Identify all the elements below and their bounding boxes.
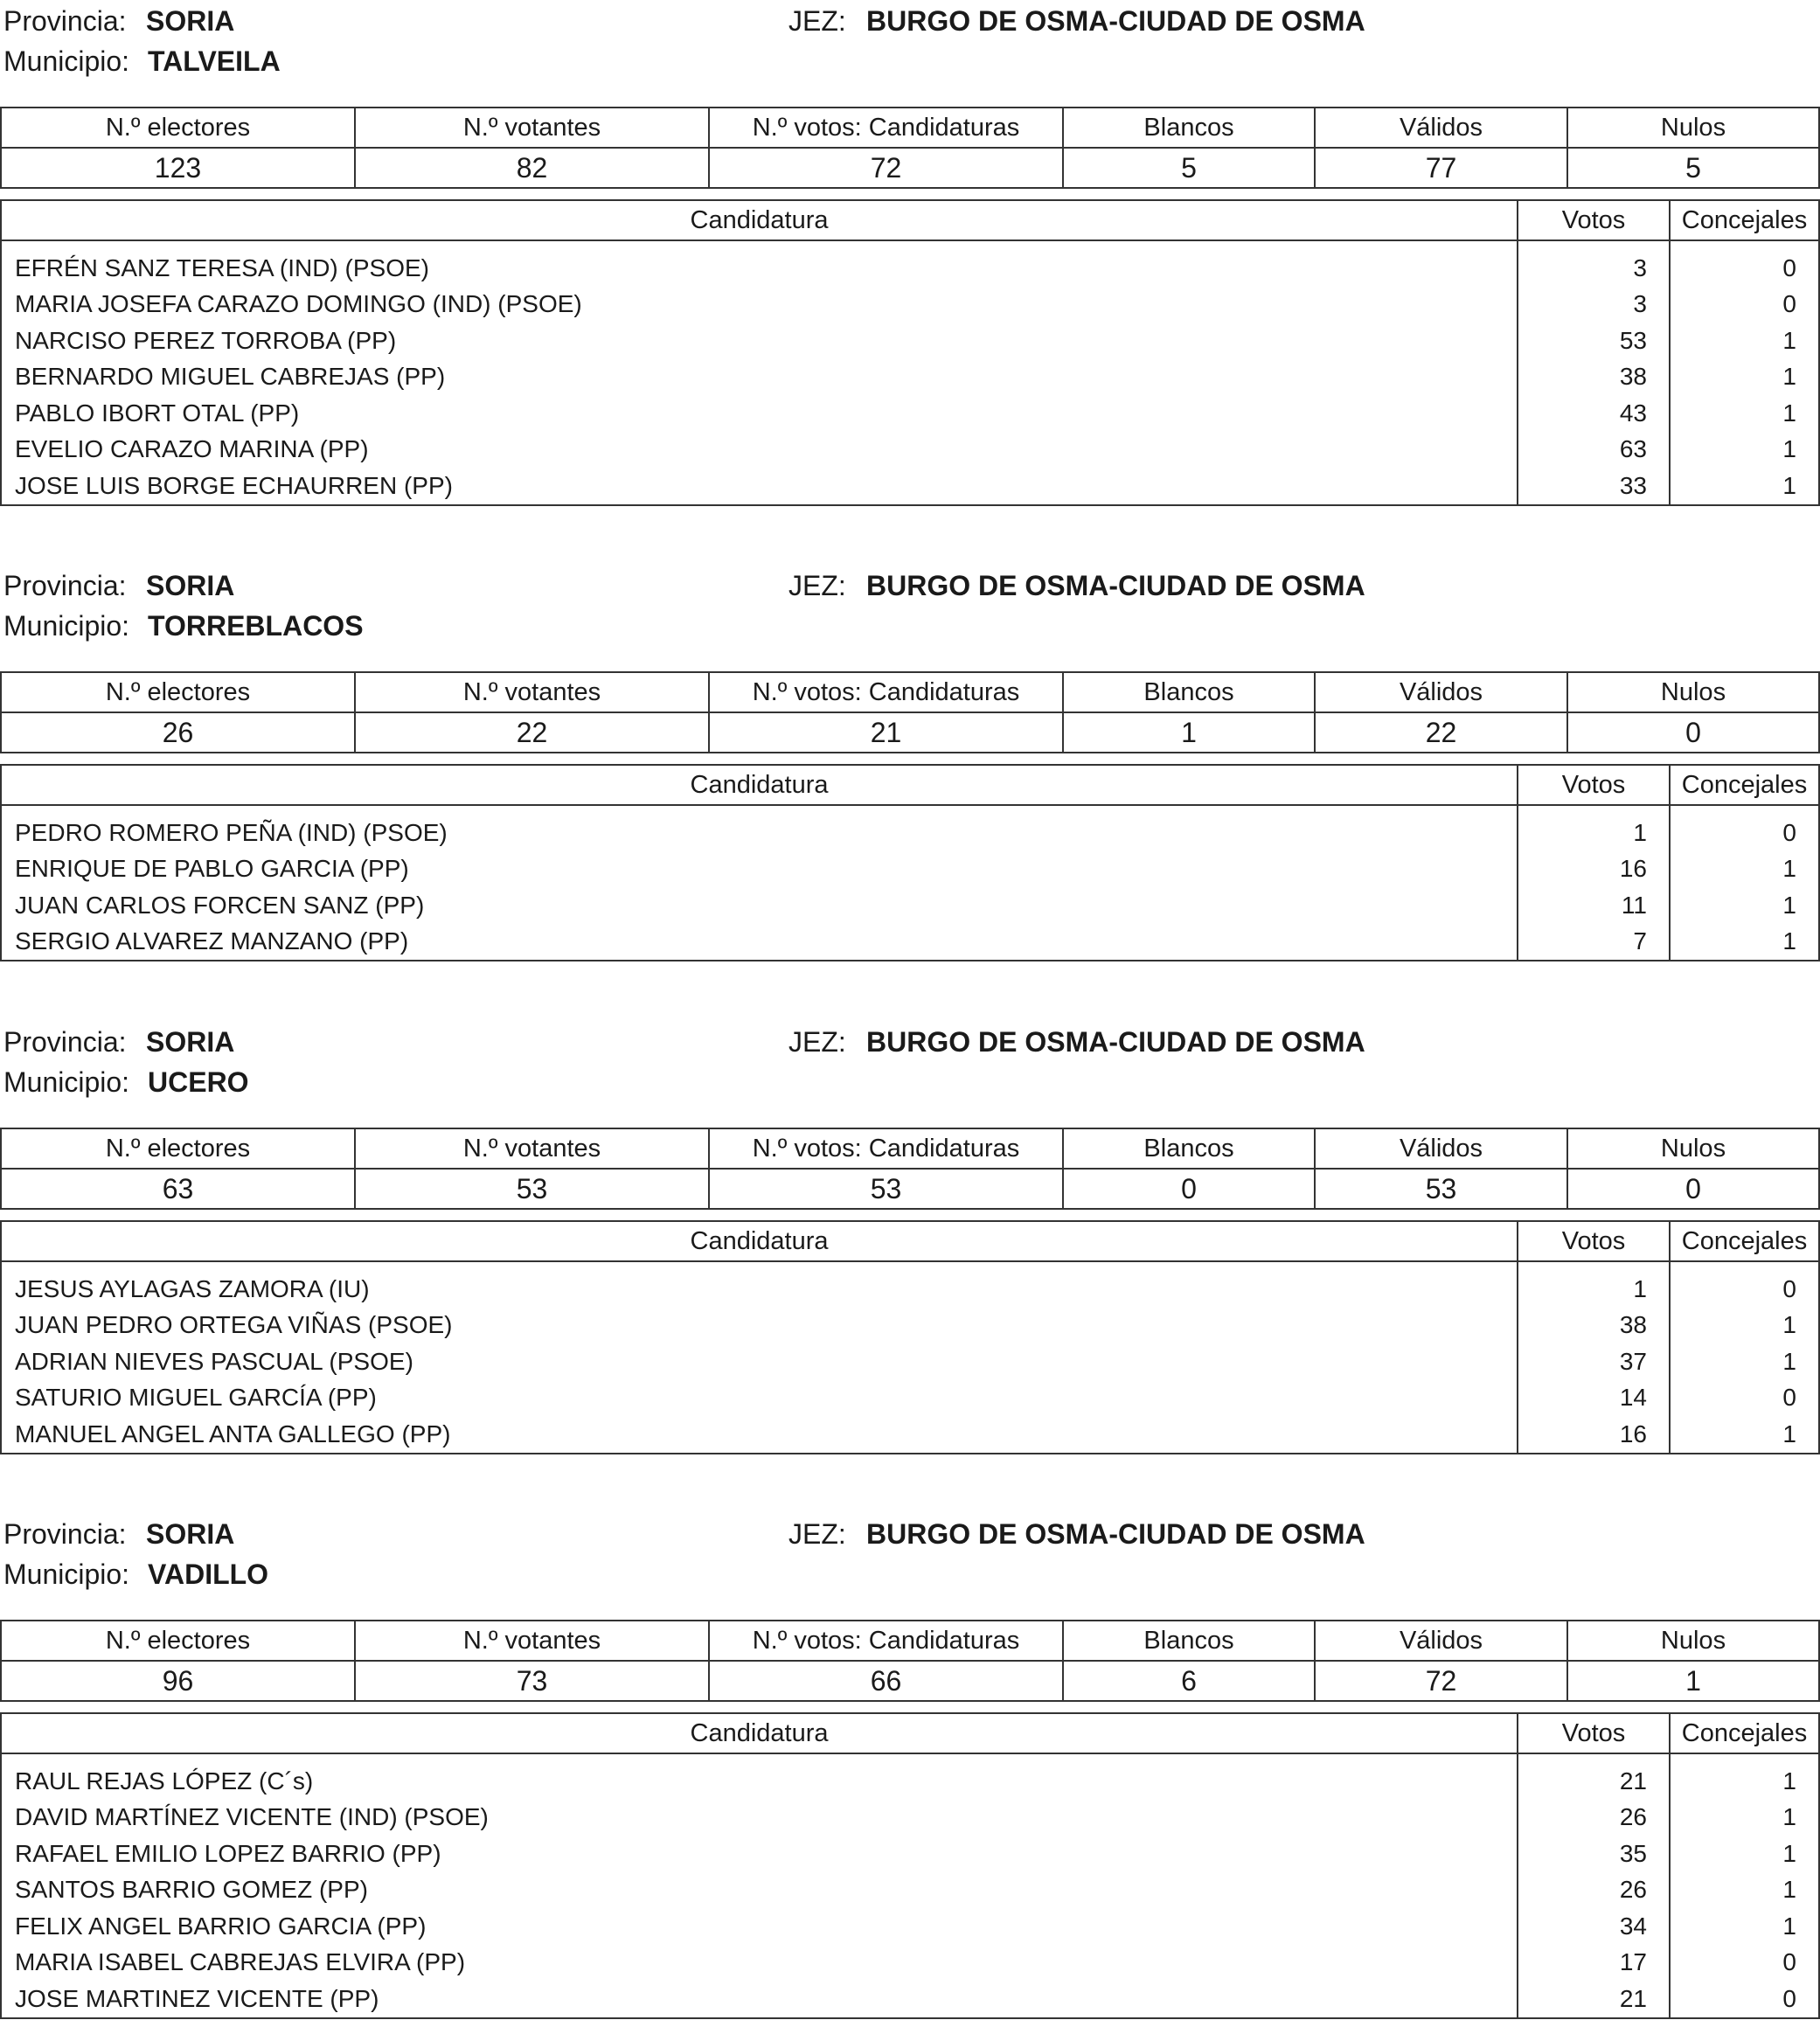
candidates-table — [0, 199, 1820, 506]
candidate-row — [1, 924, 1819, 961]
municipio-section-ucero — [0, 1021, 1820, 1447]
candidate-concejales: 1 — [1670, 1836, 1819, 1872]
summary-table — [0, 1620, 1820, 1702]
municipio-value: TORREBLACOS — [148, 610, 364, 642]
concejales-header: Concejales — [1670, 1713, 1819, 1753]
concejales-header: Concejales — [1670, 765, 1819, 805]
municipio-value: TALVEILA — [148, 45, 281, 77]
candidate-row — [1, 1872, 1819, 1909]
summary-header-cell: Nulos — [1567, 108, 1819, 148]
provincia-value: SORIA — [146, 5, 235, 37]
candidate-votos: 1 — [1518, 1261, 1670, 1308]
summary-value-cell: 96 — [1, 1661, 355, 1701]
summary-header-cell: N.º votos: Candidaturas — [709, 1621, 1063, 1661]
candidate-name: JUAN PEDRO ORTEGA VIÑAS (PSOE) — [1, 1308, 1518, 1344]
candidate-concejales: 0 — [1670, 1380, 1819, 1417]
candidate-concejales: 0 — [1670, 1945, 1819, 1982]
candidate-concejales: 0 — [1670, 1981, 1819, 2018]
candidates-table — [0, 764, 1820, 961]
candidate-row — [1, 1753, 1819, 1800]
summary-value-cell: 26 — [1, 712, 355, 753]
summary-value-cell: 1 — [1063, 712, 1315, 753]
summary-header-row — [1, 1128, 1819, 1169]
summary-value-cell: 53 — [1315, 1169, 1567, 1209]
candidate-row — [1, 240, 1819, 287]
summary-header-cell: Válidos — [1315, 1128, 1567, 1169]
municipio-label: Municipio: — [3, 45, 130, 77]
candidate-votos: 16 — [1518, 1416, 1670, 1454]
candidate-concejales: 1 — [1670, 323, 1819, 359]
summary-header-cell: Blancos — [1063, 1621, 1315, 1661]
section-header — [0, 1513, 1820, 1620]
candidate-name: SERGIO ALVAREZ MANZANO (PP) — [1, 924, 1518, 961]
summary-value-cell: 1 — [1567, 1661, 1819, 1701]
summary-value-cell: 21 — [709, 712, 1063, 753]
concejales-header: Concejales — [1670, 200, 1819, 240]
summary-header-cell: Válidos — [1315, 1621, 1567, 1661]
provincia-label: Provincia: — [3, 570, 127, 601]
summary-header-cell: N.º electores — [1, 1621, 355, 1661]
provincia-value: SORIA — [146, 1026, 235, 1058]
candidate-votos: 3 — [1518, 287, 1670, 323]
summary-header-cell: N.º votantes — [355, 1621, 709, 1661]
votos-header: Votos — [1518, 1713, 1670, 1753]
summary-value-cell: 82 — [355, 148, 709, 188]
candidate-concejales: 1 — [1670, 924, 1819, 961]
jez-label: JEZ: — [788, 1518, 846, 1550]
candidate-row — [1, 1343, 1819, 1380]
candidate-votos: 17 — [1518, 1945, 1670, 1982]
candidate-votos: 7 — [1518, 924, 1670, 961]
summary-header-cell: N.º votos: Candidaturas — [709, 108, 1063, 148]
candidate-name: MARIA JOSEFA CARAZO DOMINGO (IND) (PSOE) — [1, 287, 1518, 323]
votos-header: Votos — [1518, 765, 1670, 805]
candidate-name: EFRÉN SANZ TERESA (IND) (PSOE) — [1, 240, 1518, 287]
provincia-value: SORIA — [146, 1518, 235, 1550]
summary-header-cell: N.º electores — [1, 672, 355, 712]
concejales-header: Concejales — [1670, 1221, 1819, 1261]
candidate-votos: 21 — [1518, 1753, 1670, 1800]
candidate-concejales: 1 — [1670, 1908, 1819, 1945]
municipio-section-vadillo — [0, 1513, 1820, 2012]
summary-header-cell: Blancos — [1063, 108, 1315, 148]
candidate-name: JESUS AYLAGAS ZAMORA (IU) — [1, 1261, 1518, 1308]
summary-value-cell: 66 — [709, 1661, 1063, 1701]
provincia-label: Provincia: — [3, 1518, 127, 1550]
candidate-votos: 21 — [1518, 1981, 1670, 2018]
summary-header-row — [1, 672, 1819, 712]
summary-value-cell: 5 — [1567, 148, 1819, 188]
candidate-row — [1, 359, 1819, 396]
candidate-name: SATURIO MIGUEL GARCÍA (PP) — [1, 1380, 1518, 1417]
summary-value-cell: 123 — [1, 148, 355, 188]
municipio-label: Municipio: — [3, 610, 130, 642]
candidate-concejales: 1 — [1670, 432, 1819, 469]
candidate-votos: 14 — [1518, 1380, 1670, 1417]
candidate-name: PEDRO ROMERO PEÑA (IND) (PSOE) — [1, 805, 1518, 851]
summary-header-cell: Nulos — [1567, 1128, 1819, 1169]
candidate-name: JOSE MARTINEZ VICENTE (PP) — [1, 1981, 1518, 2018]
summary-value-row — [1, 1661, 1819, 1701]
candidate-concejales: 0 — [1670, 240, 1819, 287]
candidate-votos: 11 — [1518, 887, 1670, 924]
section-header — [0, 1021, 1820, 1128]
candidate-row — [1, 887, 1819, 924]
candidate-row — [1, 1416, 1819, 1454]
summary-value-cell: 6 — [1063, 1661, 1315, 1701]
summary-header-cell: Nulos — [1567, 672, 1819, 712]
candidate-name: PABLO IBORT OTAL (PP) — [1, 395, 1518, 432]
summary-header-cell: Blancos — [1063, 672, 1315, 712]
candidate-concejales: 1 — [1670, 1753, 1819, 1800]
municipio-section-talveila — [0, 0, 1820, 499]
candidates-header-row — [1, 1713, 1819, 1753]
candidates-header-row — [1, 765, 1819, 805]
candidate-name: SANTOS BARRIO GOMEZ (PP) — [1, 1872, 1518, 1909]
summary-header-cell: N.º electores — [1, 1128, 355, 1169]
candidate-concejales: 1 — [1670, 1343, 1819, 1380]
jez-value: BURGO DE OSMA-CIUDAD DE OSMA — [866, 1518, 1365, 1550]
candidate-row — [1, 1836, 1819, 1872]
candidate-name: JOSE LUIS BORGE ECHAURREN (PP) — [1, 468, 1518, 505]
candidate-votos: 33 — [1518, 468, 1670, 505]
candidate-votos: 26 — [1518, 1872, 1670, 1909]
summary-header-cell: N.º votos: Candidaturas — [709, 672, 1063, 712]
candidate-name: RAFAEL EMILIO LOPEZ BARRIO (PP) — [1, 1836, 1518, 1872]
jez-value: BURGO DE OSMA-CIUDAD DE OSMA — [866, 1026, 1365, 1058]
candidate-row — [1, 805, 1819, 851]
summary-value-cell: 22 — [355, 712, 709, 753]
provincia-value: SORIA — [146, 570, 235, 601]
candidate-votos: 34 — [1518, 1908, 1670, 1945]
candidate-concejales: 1 — [1670, 395, 1819, 432]
candidate-name: EVELIO CARAZO MARINA (PP) — [1, 432, 1518, 469]
summary-value-row — [1, 1169, 1819, 1209]
candidate-name: MARIA ISABEL CABREJAS ELVIRA (PP) — [1, 1945, 1518, 1982]
candidates-table — [0, 1220, 1820, 1454]
summary-value-cell: 77 — [1315, 148, 1567, 188]
summary-header-cell: N.º votantes — [355, 108, 709, 148]
section-header — [0, 565, 1820, 671]
municipio-section-torreblacos — [0, 565, 1820, 955]
municipio-value: UCERO — [148, 1066, 249, 1098]
candidate-votos: 1 — [1518, 805, 1670, 851]
candidate-row — [1, 395, 1819, 432]
candidate-votos: 16 — [1518, 851, 1670, 888]
summary-value-cell: 73 — [355, 1661, 709, 1701]
summary-header-cell: Nulos — [1567, 1621, 1819, 1661]
candidate-concejales: 0 — [1670, 805, 1819, 851]
candidate-row — [1, 432, 1819, 469]
candidate-name: FELIX ANGEL BARRIO GARCIA (PP) — [1, 1908, 1518, 1945]
candidate-votos: 38 — [1518, 1308, 1670, 1344]
candidates-table — [0, 1712, 1820, 2019]
municipio-value: VADILLO — [148, 1558, 269, 1590]
candidate-votos: 63 — [1518, 432, 1670, 469]
jez-label: JEZ: — [788, 1026, 846, 1058]
candidate-concejales: 0 — [1670, 1261, 1819, 1308]
candidate-name: DAVID MARTÍNEZ VICENTE (IND) (PSOE) — [1, 1800, 1518, 1836]
candidate-concejales: 1 — [1670, 1308, 1819, 1344]
summary-value-cell: 53 — [709, 1169, 1063, 1209]
jez-value: BURGO DE OSMA-CIUDAD DE OSMA — [866, 570, 1365, 601]
candidate-row — [1, 1261, 1819, 1308]
candidatura-header: Candidatura — [1, 765, 1518, 805]
candidate-row — [1, 851, 1819, 888]
candidate-name: NARCISO PEREZ TORROBA (PP) — [1, 323, 1518, 359]
candidate-votos: 38 — [1518, 359, 1670, 396]
candidate-row — [1, 1981, 1819, 2018]
candidate-row — [1, 1800, 1819, 1836]
summary-header-row — [1, 1621, 1819, 1661]
summary-value-cell: 0 — [1063, 1169, 1315, 1209]
summary-value-cell: 0 — [1567, 712, 1819, 753]
summary-header-cell: N.º votantes — [355, 1128, 709, 1169]
candidate-votos: 37 — [1518, 1343, 1670, 1380]
candidates-header-row — [1, 1221, 1819, 1261]
municipio-label: Municipio: — [3, 1558, 130, 1590]
candidate-name: JUAN CARLOS FORCEN SANZ (PP) — [1, 887, 1518, 924]
jez-label: JEZ: — [788, 5, 846, 37]
municipio-label: Municipio: — [3, 1066, 130, 1098]
candidate-votos: 35 — [1518, 1836, 1670, 1872]
candidate-row — [1, 1308, 1819, 1344]
candidate-votos: 53 — [1518, 323, 1670, 359]
summary-header-cell: N.º votantes — [355, 672, 709, 712]
summary-value-row — [1, 148, 1819, 188]
provincia-label: Provincia: — [3, 5, 127, 37]
candidatura-header: Candidatura — [1, 1713, 1518, 1753]
summary-header-cell: N.º votos: Candidaturas — [709, 1128, 1063, 1169]
candidate-concejales: 1 — [1670, 1872, 1819, 1909]
summary-value-cell: 53 — [355, 1169, 709, 1209]
summary-header-cell: Válidos — [1315, 108, 1567, 148]
candidate-concejales: 1 — [1670, 887, 1819, 924]
candidate-concejales: 1 — [1670, 1416, 1819, 1454]
candidate-row — [1, 1380, 1819, 1417]
candidate-name: MANUEL ANGEL ANTA GALLEGO (PP) — [1, 1416, 1518, 1454]
candidate-concejales: 1 — [1670, 468, 1819, 505]
votos-header: Votos — [1518, 1221, 1670, 1261]
summary-table — [0, 671, 1820, 753]
jez-value: BURGO DE OSMA-CIUDAD DE OSMA — [866, 5, 1365, 37]
candidate-concejales: 1 — [1670, 851, 1819, 888]
jez-label: JEZ: — [788, 570, 846, 601]
candidate-votos: 43 — [1518, 395, 1670, 432]
candidate-row — [1, 468, 1819, 505]
candidates-header-row — [1, 200, 1819, 240]
candidatura-header: Candidatura — [1, 200, 1518, 240]
candidatura-header: Candidatura — [1, 1221, 1518, 1261]
candidate-row — [1, 1945, 1819, 1982]
candidate-concejales: 1 — [1670, 1800, 1819, 1836]
summary-value-cell: 22 — [1315, 712, 1567, 753]
summary-value-cell: 63 — [1, 1169, 355, 1209]
summary-value-row — [1, 712, 1819, 753]
candidate-votos: 3 — [1518, 240, 1670, 287]
votos-header: Votos — [1518, 200, 1670, 240]
summary-table — [0, 1128, 1820, 1210]
summary-header-cell: Blancos — [1063, 1128, 1315, 1169]
summary-value-cell: 72 — [709, 148, 1063, 188]
candidate-votos: 26 — [1518, 1800, 1670, 1836]
candidate-name: BERNARDO MIGUEL CABREJAS (PP) — [1, 359, 1518, 396]
summary-header-cell: N.º electores — [1, 108, 355, 148]
summary-value-cell: 72 — [1315, 1661, 1567, 1701]
summary-value-cell: 5 — [1063, 148, 1315, 188]
candidate-name: ENRIQUE DE PABLO GARCIA (PP) — [1, 851, 1518, 888]
summary-header-cell: Válidos — [1315, 672, 1567, 712]
candidate-name: ADRIAN NIEVES PASCUAL (PSOE) — [1, 1343, 1518, 1380]
candidate-row — [1, 287, 1819, 323]
candidate-concejales: 1 — [1670, 359, 1819, 396]
candidate-concejales: 0 — [1670, 287, 1819, 323]
summary-value-cell: 0 — [1567, 1169, 1819, 1209]
section-header — [0, 0, 1820, 107]
candidate-name: RAUL REJAS LÓPEZ (C´s) — [1, 1753, 1518, 1800]
candidate-row — [1, 1908, 1819, 1945]
candidate-row — [1, 323, 1819, 359]
summary-header-row — [1, 108, 1819, 148]
provincia-label: Provincia: — [3, 1026, 127, 1058]
summary-table — [0, 107, 1820, 189]
